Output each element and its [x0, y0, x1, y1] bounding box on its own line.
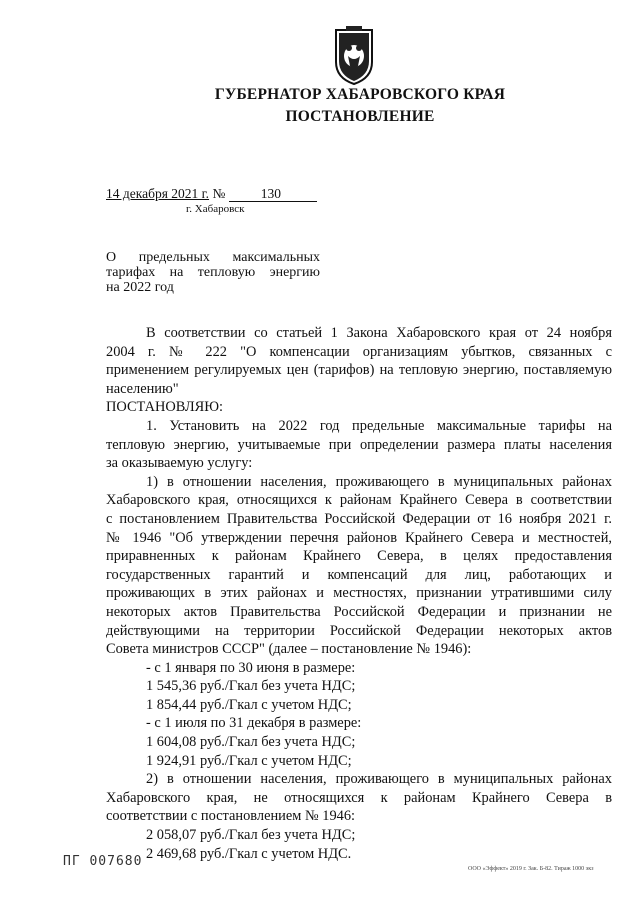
body-line: Хабаровского края, относящихся к районам Крайнего Севера в соответствии: [106, 492, 612, 509]
body-line: 1. Установить на 2022 год предельные максимальные тарифы на: [146, 417, 612, 434]
body-line: проживающих в этих районах и местностях, признании утратившими силу: [106, 585, 612, 602]
body-line: применением регулируемых цен (тарифов) на тепловую энергию, поставляемую: [106, 362, 612, 379]
date-number-line: [106, 186, 317, 202]
subject-line: на 2022 год: [106, 280, 174, 295]
body-line: 1) в отношении населения, проживающего в муниципальных районах: [146, 473, 612, 490]
tariff-line: 1 924,91 руб./Гкал с учетом НДС;: [146, 752, 352, 769]
body-line: Совета министров СССР" (далее – постановление № 1946):: [106, 641, 472, 658]
body-line: населению": [106, 380, 179, 397]
body-line: за оказываемую услугу:: [106, 455, 253, 472]
subject-line: тарифах на тепловую энергию: [106, 265, 320, 280]
document-subject: [106, 250, 320, 295]
tariff-line: 1 604,08 руб./Гкал без учета НДС;: [146, 734, 356, 751]
subject-line: О предельных максимальных: [106, 250, 320, 265]
body-line: некоторых актов Правительства Российской Федерации и признании не: [106, 603, 612, 620]
form-serial-code: ПГ 007680: [63, 854, 143, 869]
resolve-label: ПОСТАНОВЛЯЮ:: [106, 399, 224, 416]
body-line: приравненных к районам Крайнего Севера, в целях предоставления: [106, 548, 612, 565]
number-prefix: №: [212, 186, 226, 201]
tariff-line: - с 1 января по 30 июня в размере:: [146, 659, 356, 676]
body-line: соответствии с постановлением № 1946:: [106, 808, 356, 825]
coat-of-arms-emblem: [332, 26, 376, 86]
document-body: [106, 324, 612, 863]
body-line: В соответствии со статьей 1 Закона Хабаровского края от 24 ноября: [146, 325, 612, 341]
body-line: 2004 г. № 222 "О компенсации организациям убытков, связанных с: [106, 343, 612, 360]
body-line: тепловую энергию, учитываемые при определении размера платы населения: [106, 436, 612, 453]
body-line: Хабаровского края, не относящихся к районам Крайнего Севера в: [106, 789, 612, 806]
tariff-line: 2 058,07 руб./Гкал без учета НДС;: [146, 827, 356, 844]
tariff-line: 1 854,44 руб./Гкал с учетом НДС;: [146, 696, 352, 713]
city-label: г. Хабаровск: [186, 203, 245, 215]
governor-title: ГУБЕРНАТОР ХАБАРОВСКОГО КРАЯ: [214, 86, 506, 103]
document-date: 14 декабря 2021 г.: [106, 186, 210, 201]
body-line: государственных гарантий и компенсаций для лиц, работающих и: [106, 566, 612, 583]
body-line: с постановлением Правительства Российской Федерации от 16 ноября 2021 г.: [106, 510, 612, 527]
document-type-title: ПОСТАНОВЛЕНИЕ: [285, 108, 435, 125]
body-line: № 1946 "Об утверждении перечня районов Крайнего Севера и местностей,: [106, 529, 612, 546]
document-number: 130: [229, 187, 317, 202]
tariff-line: 1 545,36 руб./Гкал без учета НДС;: [146, 678, 356, 695]
tariff-line: - с 1 июля по 31 декабря в размере:: [146, 715, 362, 732]
body-line: 2) в отношении населения, проживающего в муниципальных районах: [146, 771, 612, 788]
printing-info: ООО «Эффект» 2019 г. Зак. Б-82. Тираж 1000 экз: [468, 866, 594, 872]
tariff-line: 2 469,68 руб./Гкал с учетом НДС.: [146, 845, 352, 862]
body-line: действующими на территории Российской Федерации некоторых актов: [106, 622, 612, 639]
